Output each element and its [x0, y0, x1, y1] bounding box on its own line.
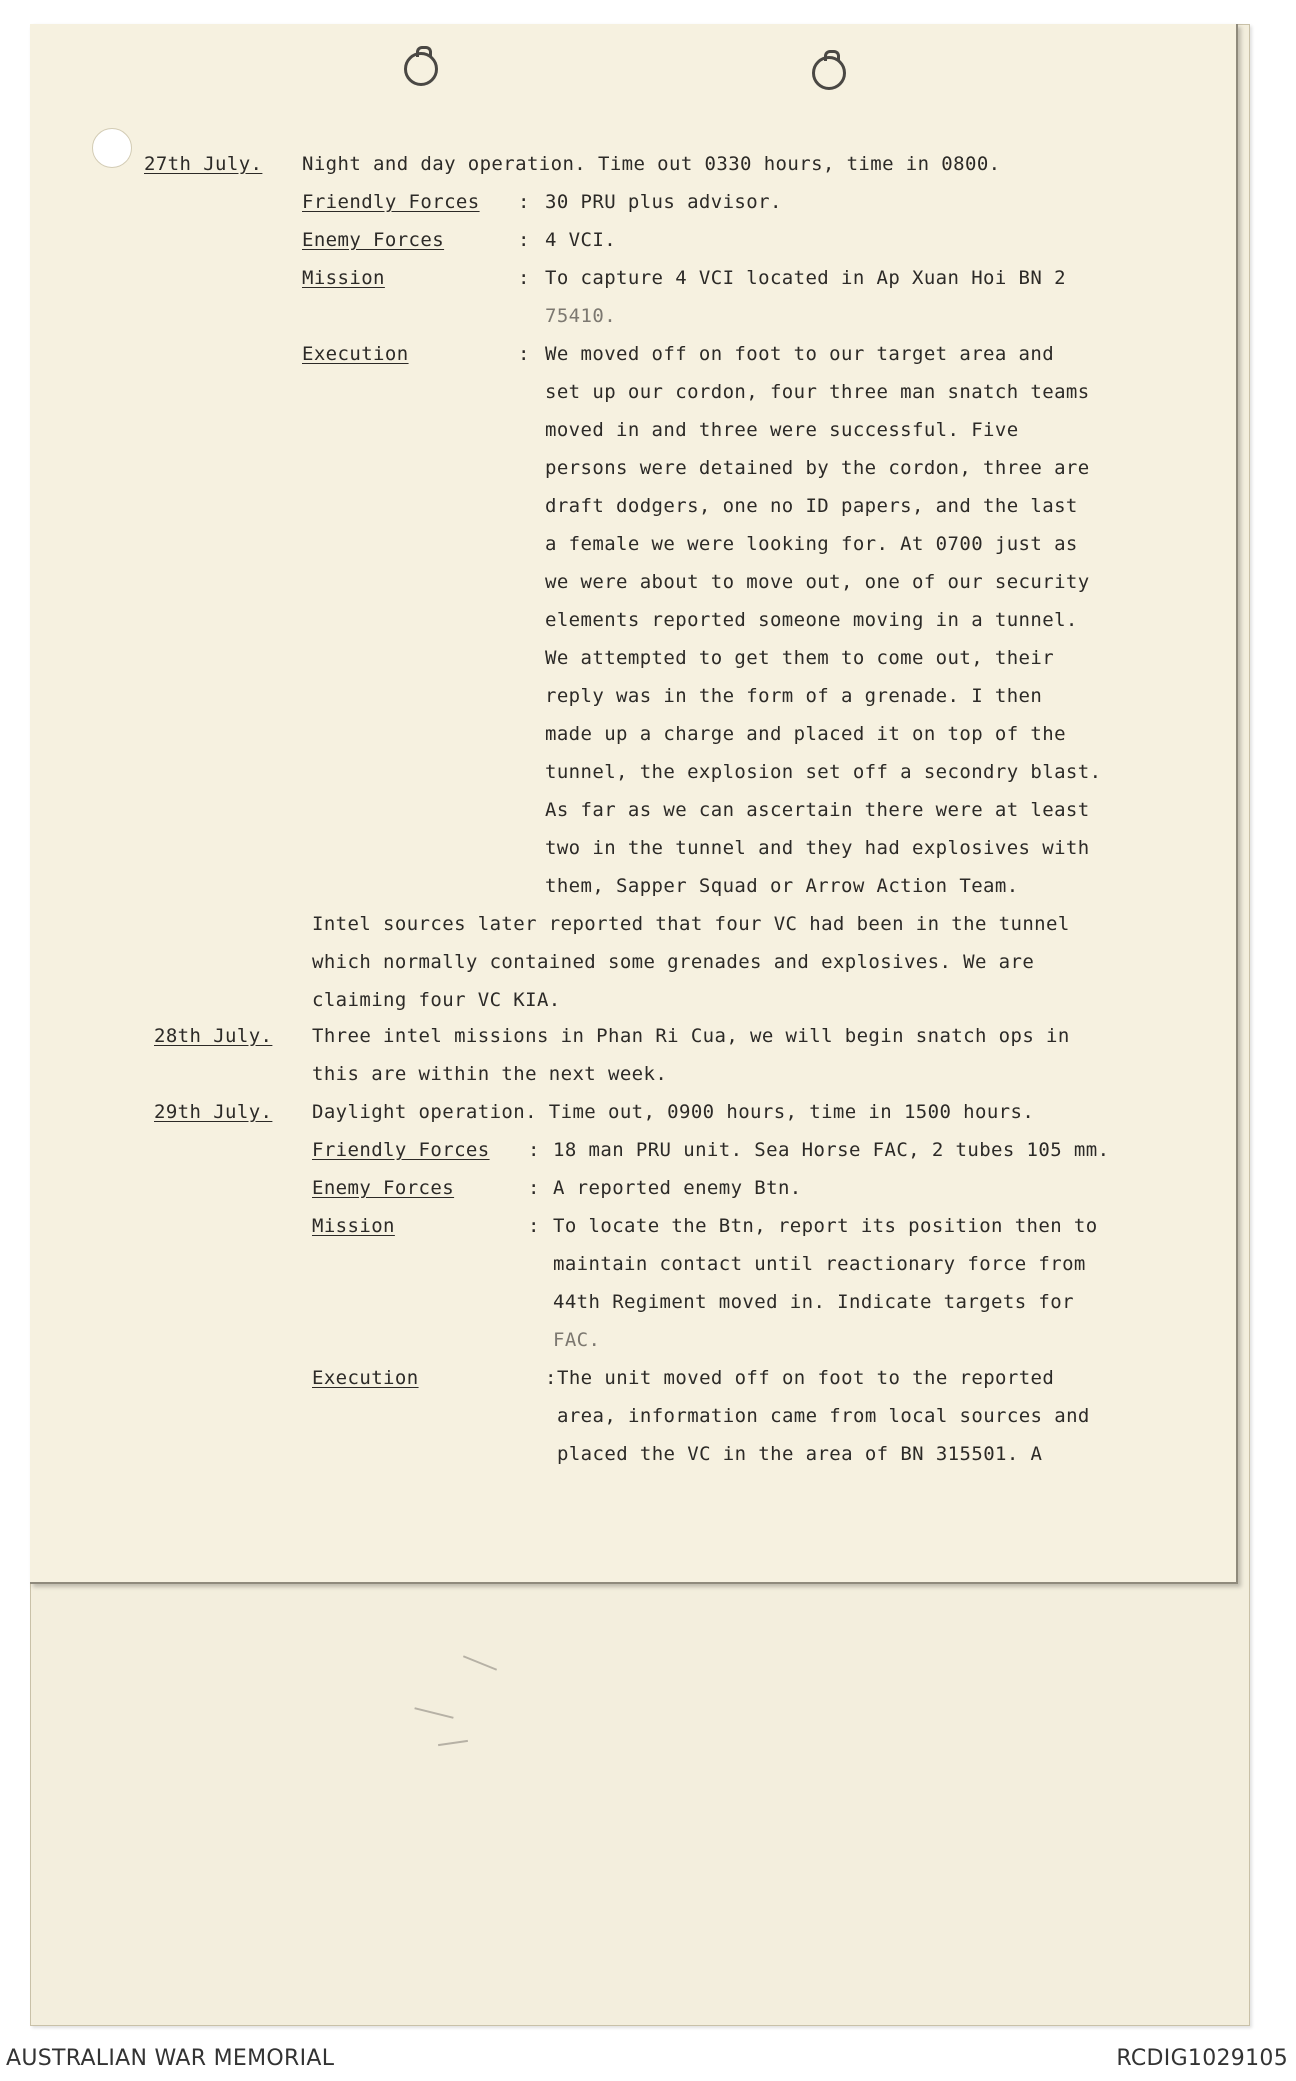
binder-ring-right — [812, 56, 846, 90]
entry-date: 27th July. — [144, 153, 263, 175]
field-separator: : — [545, 1367, 557, 1389]
execution-line: reply was in the form of a grenade. I then — [545, 685, 1043, 707]
field-label-mission: Mission — [312, 1215, 395, 1237]
hole-punch — [92, 128, 132, 168]
execution-line: we were about to move out, one of our security — [545, 571, 1090, 593]
field-label-friendly-forces: Friendly Forces — [312, 1139, 490, 1161]
execution-line: draft dodgers, one no ID papers, and the last — [545, 495, 1078, 517]
entry-intro: Daylight operation. Time out, 0900 hours, time in 1500 hours. — [312, 1101, 1035, 1123]
field-separator: : — [518, 343, 530, 365]
footer-reference: RCDIG1029105 — [1116, 2046, 1288, 2071]
execution-line: persons were detained by the cordon, three are — [545, 457, 1090, 479]
closing-line: Intel sources later reported that four VC had been in the tunnel — [312, 913, 1070, 935]
field-label-mission: Mission — [302, 267, 385, 289]
field-value-line: 75410. — [545, 305, 617, 327]
field-value-line: maintain contact until reactionary force from — [553, 1253, 1086, 1275]
field-separator: : — [518, 229, 530, 251]
field-value-line: To capture 4 VCI located in Ap Xuan Hoi BN 2 — [545, 267, 1066, 289]
field-value-line: A reported enemy Btn. — [553, 1177, 802, 1199]
binder-ring-left — [404, 52, 438, 86]
field-value-line: 4 VCI. — [545, 229, 617, 251]
field-label-enemy-forces: Enemy Forces — [302, 229, 445, 251]
field-value-line: 18 man PRU unit. Sea Horse FAC, 2 tubes 105 mm. — [553, 1139, 1110, 1161]
closing-line: which normally contained some grenades and explosives. We are — [312, 951, 1035, 973]
closing-line: claiming four VC KIA. — [312, 989, 561, 1011]
execution-line: elements reported someone moving in a tunnel. — [545, 609, 1078, 631]
entry-date: 28th July. — [154, 1025, 273, 1047]
footer-institution: AUSTRALIAN WAR MEMORIAL — [6, 2046, 335, 2071]
execution-line: moved in and three were successful. Five — [545, 419, 1019, 441]
field-separator: : — [518, 191, 530, 213]
execution-line: We moved off on foot to our target area and — [545, 343, 1055, 365]
execution-line: The unit moved off on foot to the reported — [557, 1367, 1055, 1389]
execution-line: made up a charge and placed it on top of the — [545, 723, 1066, 745]
field-value-line: To locate the Btn, report its position then to — [553, 1215, 1098, 1237]
document-page — [30, 24, 1238, 1584]
execution-line: set up our cordon, four three man snatch teams — [545, 381, 1090, 403]
field-value-line: 44th Regiment moved in. Indicate targets for — [553, 1291, 1074, 1313]
execution-line: area, information came from local sources and — [557, 1405, 1090, 1427]
entry-intro: Night and day operation. Time out 0330 hours, time in 0800. — [302, 153, 1001, 175]
entry-line: Three intel missions in Phan Ri Cua, we will begin snatch ops in — [312, 1025, 1070, 1047]
execution-line: two in the tunnel and they had explosives with — [545, 837, 1090, 859]
field-separator: : — [528, 1215, 540, 1237]
entry-line: this are within the next week. — [312, 1063, 668, 1085]
execution-line: tunnel, the explosion set off a secondry blast. — [545, 761, 1102, 783]
execution-line: placed the VC in the area of BN 315501. A — [557, 1443, 1043, 1465]
field-label-execution: Execution — [302, 343, 409, 365]
field-value-line: 30 PRU plus advisor. — [545, 191, 782, 213]
execution-line: As far as we can ascertain there were at least — [545, 799, 1090, 821]
field-label-enemy-forces: Enemy Forces — [312, 1177, 455, 1199]
execution-line: them, Sapper Squad or Arrow Action Team. — [545, 875, 1019, 897]
field-separator: : — [528, 1177, 540, 1199]
field-label-friendly-forces: Friendly Forces — [302, 191, 480, 213]
field-separator: : — [518, 267, 530, 289]
field-value-line: FAC. — [553, 1329, 601, 1351]
execution-line: We attempted to get them to come out, their — [545, 647, 1055, 669]
field-separator: : — [528, 1139, 540, 1161]
entry-date: 29th July. — [154, 1101, 273, 1123]
field-label-execution: Execution — [312, 1367, 419, 1389]
execution-line: a female we were looking for. At 0700 just as — [545, 533, 1078, 555]
